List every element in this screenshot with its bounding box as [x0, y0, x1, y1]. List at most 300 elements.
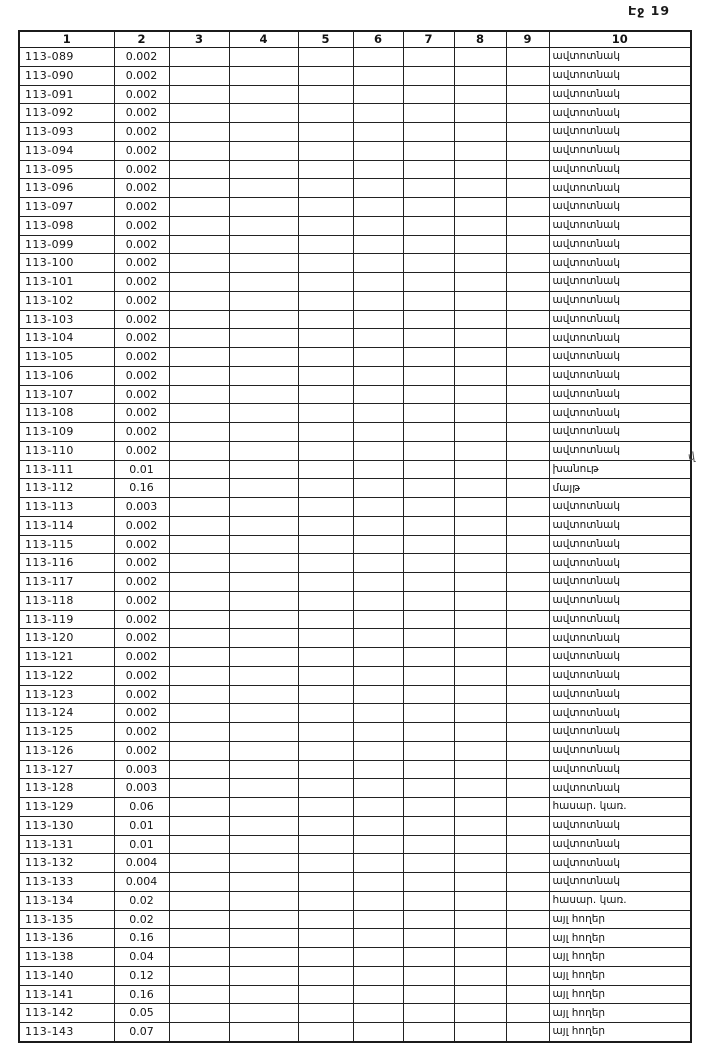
cell-area-value: 0.002 [114, 235, 169, 254]
cell-empty-8 [454, 291, 506, 310]
cell-empty-6 [353, 723, 403, 742]
table-row [19, 123, 691, 142]
table-row [19, 741, 691, 760]
cell-empty-7 [403, 854, 454, 873]
cell-empty-8 [454, 385, 506, 404]
table-row [19, 723, 691, 742]
cell-empty-9 [506, 179, 549, 198]
cell-empty-5 [298, 104, 353, 123]
cell-empty-9 [506, 629, 549, 648]
table-row [19, 423, 691, 442]
cell-empty-5 [298, 554, 353, 573]
cell-empty-4 [229, 760, 298, 779]
cell-empty-4 [229, 441, 298, 460]
cell-empty-8 [454, 985, 506, 1004]
cell-land-use: հասար. կառ. [549, 891, 691, 910]
cell-empty-4 [229, 104, 298, 123]
cell-empty-5 [298, 385, 353, 404]
cell-empty-3 [169, 291, 229, 310]
cell-empty-7 [403, 985, 454, 1004]
cell-empty-6 [353, 1004, 403, 1023]
cell-empty-4 [229, 591, 298, 610]
table-row [19, 1023, 691, 1042]
cell-land-use: ավտոտնակ [549, 385, 691, 404]
table-row [19, 48, 691, 67]
cell-parcel-id: 113-110 [19, 441, 114, 460]
cell-area-value: 0.07 [114, 1023, 169, 1042]
cell-empty-9 [506, 779, 549, 798]
cell-empty-4 [229, 329, 298, 348]
cell-empty-6 [353, 854, 403, 873]
cell-empty-7 [403, 591, 454, 610]
cell-empty-3 [169, 648, 229, 667]
cell-land-use: ավտոտնակ [549, 741, 691, 760]
cell-area-value: 0.002 [114, 404, 169, 423]
cell-land-use: ավտոտնակ [549, 629, 691, 648]
cell-area-value: 0.002 [114, 648, 169, 667]
cell-empty-6 [353, 404, 403, 423]
cell-empty-9 [506, 460, 549, 479]
cell-empty-6 [353, 498, 403, 517]
table-row [19, 648, 691, 667]
cell-parcel-id: 113-107 [19, 385, 114, 404]
cell-empty-3 [169, 104, 229, 123]
cell-empty-8 [454, 160, 506, 179]
cell-parcel-id: 113-123 [19, 685, 114, 704]
cell-empty-4 [229, 254, 298, 273]
cell-empty-4 [229, 891, 298, 910]
column-header-9: 9 [506, 31, 549, 48]
cell-area-value: 0.002 [114, 329, 169, 348]
cell-parcel-id: 113-127 [19, 760, 114, 779]
cell-land-use: ավտոտնակ [549, 66, 691, 85]
cell-empty-5 [298, 648, 353, 667]
cell-empty-6 [353, 48, 403, 67]
table-row [19, 798, 691, 817]
cell-parcel-id: 113-092 [19, 104, 114, 123]
cell-parcel-id: 113-096 [19, 179, 114, 198]
cell-land-use: ավտոտնակ [549, 235, 691, 254]
cell-empty-6 [353, 85, 403, 104]
cell-empty-4 [229, 123, 298, 142]
cell-empty-6 [353, 741, 403, 760]
cell-empty-8 [454, 123, 506, 142]
cell-empty-3 [169, 666, 229, 685]
cell-empty-5 [298, 704, 353, 723]
cell-empty-8 [454, 798, 506, 817]
cell-empty-8 [454, 273, 506, 292]
cell-empty-5 [298, 779, 353, 798]
cell-empty-4 [229, 160, 298, 179]
cell-parcel-id: 113-103 [19, 310, 114, 329]
cell-empty-6 [353, 554, 403, 573]
cell-area-value: 0.002 [114, 554, 169, 573]
cell-empty-9 [506, 554, 549, 573]
cell-empty-5 [298, 498, 353, 517]
cell-empty-3 [169, 1023, 229, 1042]
table-row [19, 591, 691, 610]
cell-empty-5 [298, 535, 353, 554]
cell-empty-7 [403, 141, 454, 160]
cell-area-value: 0.002 [114, 535, 169, 554]
cell-empty-8 [454, 141, 506, 160]
cell-empty-4 [229, 366, 298, 385]
cell-area-value: 0.002 [114, 629, 169, 648]
cell-empty-9 [506, 141, 549, 160]
cell-empty-7 [403, 666, 454, 685]
cell-area-value: 0.002 [114, 348, 169, 367]
cell-land-use: ավտոտնակ [549, 441, 691, 460]
cell-empty-7 [403, 648, 454, 667]
cell-empty-6 [353, 835, 403, 854]
cell-empty-7 [403, 610, 454, 629]
cell-empty-4 [229, 1004, 298, 1023]
cell-empty-8 [454, 648, 506, 667]
cell-empty-8 [454, 329, 506, 348]
table-row [19, 685, 691, 704]
cell-empty-6 [353, 160, 403, 179]
cell-empty-9 [506, 423, 549, 442]
cell-empty-4 [229, 66, 298, 85]
cell-empty-4 [229, 573, 298, 592]
cell-empty-5 [298, 1023, 353, 1042]
cell-area-value: 0.12 [114, 966, 169, 985]
cell-empty-4 [229, 648, 298, 667]
cell-parcel-id: 113-115 [19, 535, 114, 554]
cell-empty-8 [454, 516, 506, 535]
table-row [19, 216, 691, 235]
cell-empty-6 [353, 685, 403, 704]
cell-area-value: 0.002 [114, 591, 169, 610]
cell-parcel-id: 113-122 [19, 666, 114, 685]
cell-land-use: այլ հողեր [549, 910, 691, 929]
cell-parcel-id: 113-133 [19, 873, 114, 892]
cell-empty-6 [353, 910, 403, 929]
cell-empty-5 [298, 366, 353, 385]
cell-empty-3 [169, 385, 229, 404]
cell-empty-8 [454, 423, 506, 442]
cell-empty-9 [506, 235, 549, 254]
cell-empty-8 [454, 873, 506, 892]
cell-parcel-id: 113-124 [19, 704, 114, 723]
cell-empty-9 [506, 798, 549, 817]
table-row [19, 310, 691, 329]
cell-empty-7 [403, 123, 454, 142]
cell-empty-8 [454, 254, 506, 273]
table-row [19, 66, 691, 85]
cell-empty-9 [506, 816, 549, 835]
cell-empty-3 [169, 591, 229, 610]
cell-empty-7 [403, 479, 454, 498]
cell-empty-4 [229, 910, 298, 929]
cell-empty-7 [403, 704, 454, 723]
cell-area-value: 0.02 [114, 910, 169, 929]
cell-empty-8 [454, 948, 506, 967]
table-row [19, 985, 691, 1004]
cell-empty-8 [454, 554, 506, 573]
cell-empty-5 [298, 441, 353, 460]
column-header-6: 6 [353, 31, 403, 48]
cell-empty-4 [229, 460, 298, 479]
cell-empty-4 [229, 948, 298, 967]
cell-empty-4 [229, 873, 298, 892]
cell-empty-9 [506, 291, 549, 310]
cell-land-use: այլ հողեր [549, 929, 691, 948]
cell-parcel-id: 113-138 [19, 948, 114, 967]
cell-empty-3 [169, 160, 229, 179]
cell-empty-4 [229, 310, 298, 329]
cell-empty-3 [169, 179, 229, 198]
cell-land-use: ավտոտնակ [549, 666, 691, 685]
cell-area-value: 0.002 [114, 179, 169, 198]
cell-empty-8 [454, 966, 506, 985]
cell-parcel-id: 113-135 [19, 910, 114, 929]
cell-land-use: հասար. կառ. [549, 798, 691, 817]
cell-empty-6 [353, 591, 403, 610]
cell-empty-5 [298, 479, 353, 498]
cell-empty-5 [298, 591, 353, 610]
cell-parcel-id: 113-109 [19, 423, 114, 442]
cell-empty-6 [353, 891, 403, 910]
cell-empty-9 [506, 66, 549, 85]
cell-empty-3 [169, 479, 229, 498]
cell-empty-5 [298, 404, 353, 423]
cell-empty-3 [169, 516, 229, 535]
cell-land-use: մայթ [549, 479, 691, 498]
table-row [19, 929, 691, 948]
cell-parcel-id: 113-106 [19, 366, 114, 385]
cell-empty-8 [454, 235, 506, 254]
table-row [19, 666, 691, 685]
cell-parcel-id: 113-102 [19, 291, 114, 310]
cell-land-use: այլ հողեր [549, 966, 691, 985]
cell-empty-6 [353, 516, 403, 535]
cell-parcel-id: 113-126 [19, 741, 114, 760]
cell-empty-3 [169, 685, 229, 704]
cell-empty-7 [403, 441, 454, 460]
cell-empty-7 [403, 835, 454, 854]
cell-empty-3 [169, 66, 229, 85]
cell-area-value: 0.04 [114, 948, 169, 967]
cell-parcel-id: 113-095 [19, 160, 114, 179]
cell-empty-3 [169, 629, 229, 648]
cell-empty-7 [403, 310, 454, 329]
table-row [19, 235, 691, 254]
cell-empty-4 [229, 554, 298, 573]
cell-empty-6 [353, 966, 403, 985]
cell-empty-7 [403, 254, 454, 273]
cell-empty-9 [506, 666, 549, 685]
table-row [19, 385, 691, 404]
cell-area-value: 0.003 [114, 779, 169, 798]
table-row [19, 966, 691, 985]
table-row [19, 760, 691, 779]
cell-empty-4 [229, 816, 298, 835]
cell-empty-8 [454, 610, 506, 629]
table-row [19, 104, 691, 123]
cell-empty-7 [403, 516, 454, 535]
cell-parcel-id: 113-128 [19, 779, 114, 798]
cell-empty-9 [506, 760, 549, 779]
cell-empty-7 [403, 460, 454, 479]
cell-empty-8 [454, 66, 506, 85]
table-row [19, 779, 691, 798]
cell-empty-7 [403, 629, 454, 648]
table-header-row [19, 31, 691, 48]
table-row [19, 198, 691, 217]
cell-parcel-id: 113-111 [19, 460, 114, 479]
cell-land-use: այլ հողեր [549, 1004, 691, 1023]
cell-area-value: 0.002 [114, 310, 169, 329]
cell-empty-6 [353, 666, 403, 685]
cell-empty-3 [169, 235, 229, 254]
cell-empty-5 [298, 910, 353, 929]
cell-empty-5 [298, 273, 353, 292]
table-row [19, 535, 691, 554]
cell-land-use: ավտոտնակ [549, 179, 691, 198]
table-row [19, 404, 691, 423]
cell-empty-6 [353, 216, 403, 235]
cell-land-use: ավտոտնակ [549, 816, 691, 835]
cell-empty-3 [169, 816, 229, 835]
cell-empty-9 [506, 404, 549, 423]
cell-empty-9 [506, 535, 549, 554]
cell-land-use: ավտոտնակ [549, 48, 691, 67]
cell-empty-4 [229, 610, 298, 629]
cell-area-value: 0.002 [114, 366, 169, 385]
cell-land-use: ավտոտնակ [549, 498, 691, 517]
cell-empty-4 [229, 985, 298, 1004]
cell-empty-4 [229, 48, 298, 67]
table-row [19, 573, 691, 592]
cell-area-value: 0.002 [114, 273, 169, 292]
cell-empty-7 [403, 48, 454, 67]
cell-land-use: ավտոտնակ [549, 854, 691, 873]
cell-land-use: այլ հողեր [549, 948, 691, 967]
cell-land-use: ավտոտնակ [549, 291, 691, 310]
cell-empty-4 [229, 85, 298, 104]
cell-empty-4 [229, 666, 298, 685]
cell-empty-8 [454, 310, 506, 329]
cell-empty-9 [506, 685, 549, 704]
cell-parcel-id: 113-130 [19, 816, 114, 835]
cell-parcel-id: 113-108 [19, 404, 114, 423]
cell-empty-5 [298, 179, 353, 198]
cell-area-value: 0.003 [114, 498, 169, 517]
cell-empty-8 [454, 685, 506, 704]
cell-empty-8 [454, 835, 506, 854]
cell-land-use: ավտոտնակ [549, 348, 691, 367]
cell-empty-7 [403, 273, 454, 292]
cell-empty-9 [506, 254, 549, 273]
cell-empty-7 [403, 104, 454, 123]
cell-land-use: ավտոտնակ [549, 648, 691, 667]
cell-area-value: 0.16 [114, 985, 169, 1004]
cell-empty-6 [353, 141, 403, 160]
cell-empty-8 [454, 779, 506, 798]
cell-empty-6 [353, 610, 403, 629]
table-row [19, 85, 691, 104]
cell-empty-9 [506, 198, 549, 217]
cell-empty-3 [169, 366, 229, 385]
cell-area-value: 0.002 [114, 666, 169, 685]
cell-empty-3 [169, 554, 229, 573]
cell-empty-5 [298, 985, 353, 1004]
cell-empty-4 [229, 704, 298, 723]
cell-empty-5 [298, 516, 353, 535]
cell-land-use: ավտոտնակ [549, 835, 691, 854]
cell-empty-7 [403, 779, 454, 798]
cell-parcel-id: 113-121 [19, 648, 114, 667]
cell-empty-4 [229, 685, 298, 704]
cell-empty-7 [403, 66, 454, 85]
cell-empty-9 [506, 516, 549, 535]
cell-parcel-id: 113-114 [19, 516, 114, 535]
cell-area-value: 0.002 [114, 423, 169, 442]
cell-parcel-id: 113-098 [19, 216, 114, 235]
cell-empty-7 [403, 573, 454, 592]
cell-empty-3 [169, 460, 229, 479]
cell-empty-5 [298, 235, 353, 254]
column-header-8: 8 [454, 31, 506, 48]
cell-area-value: 0.003 [114, 760, 169, 779]
table-row [19, 816, 691, 835]
cell-empty-9 [506, 48, 549, 67]
cell-empty-6 [353, 329, 403, 348]
cell-empty-6 [353, 1023, 403, 1042]
cell-empty-6 [353, 798, 403, 817]
cell-land-use: ավտոտնակ [549, 873, 691, 892]
cell-empty-8 [454, 910, 506, 929]
table-row [19, 854, 691, 873]
column-header-2: 2 [114, 31, 169, 48]
cell-empty-8 [454, 723, 506, 742]
cell-empty-3 [169, 798, 229, 817]
cell-empty-3 [169, 891, 229, 910]
cell-empty-3 [169, 910, 229, 929]
cell-empty-9 [506, 85, 549, 104]
cell-empty-5 [298, 66, 353, 85]
cell-area-value: 0.004 [114, 873, 169, 892]
cell-area-value: 0.004 [114, 854, 169, 873]
cell-empty-4 [229, 798, 298, 817]
table-row [19, 160, 691, 179]
cell-empty-7 [403, 760, 454, 779]
table-row [19, 479, 691, 498]
cell-empty-4 [229, 929, 298, 948]
cell-empty-7 [403, 910, 454, 929]
cell-empty-6 [353, 816, 403, 835]
cell-empty-5 [298, 966, 353, 985]
cell-parcel-id: 113-100 [19, 254, 114, 273]
cell-parcel-id: 113-120 [19, 629, 114, 648]
cell-empty-3 [169, 779, 229, 798]
cell-parcel-id: 113-118 [19, 591, 114, 610]
cell-empty-9 [506, 441, 549, 460]
cell-empty-6 [353, 291, 403, 310]
cell-empty-3 [169, 254, 229, 273]
cell-empty-4 [229, 479, 298, 498]
cell-empty-9 [506, 160, 549, 179]
cell-empty-7 [403, 554, 454, 573]
cell-empty-5 [298, 741, 353, 760]
column-header-4: 4 [229, 31, 298, 48]
cell-empty-9 [506, 385, 549, 404]
cell-empty-6 [353, 779, 403, 798]
column-header-5: 5 [298, 31, 353, 48]
cell-empty-6 [353, 704, 403, 723]
cell-empty-8 [454, 816, 506, 835]
